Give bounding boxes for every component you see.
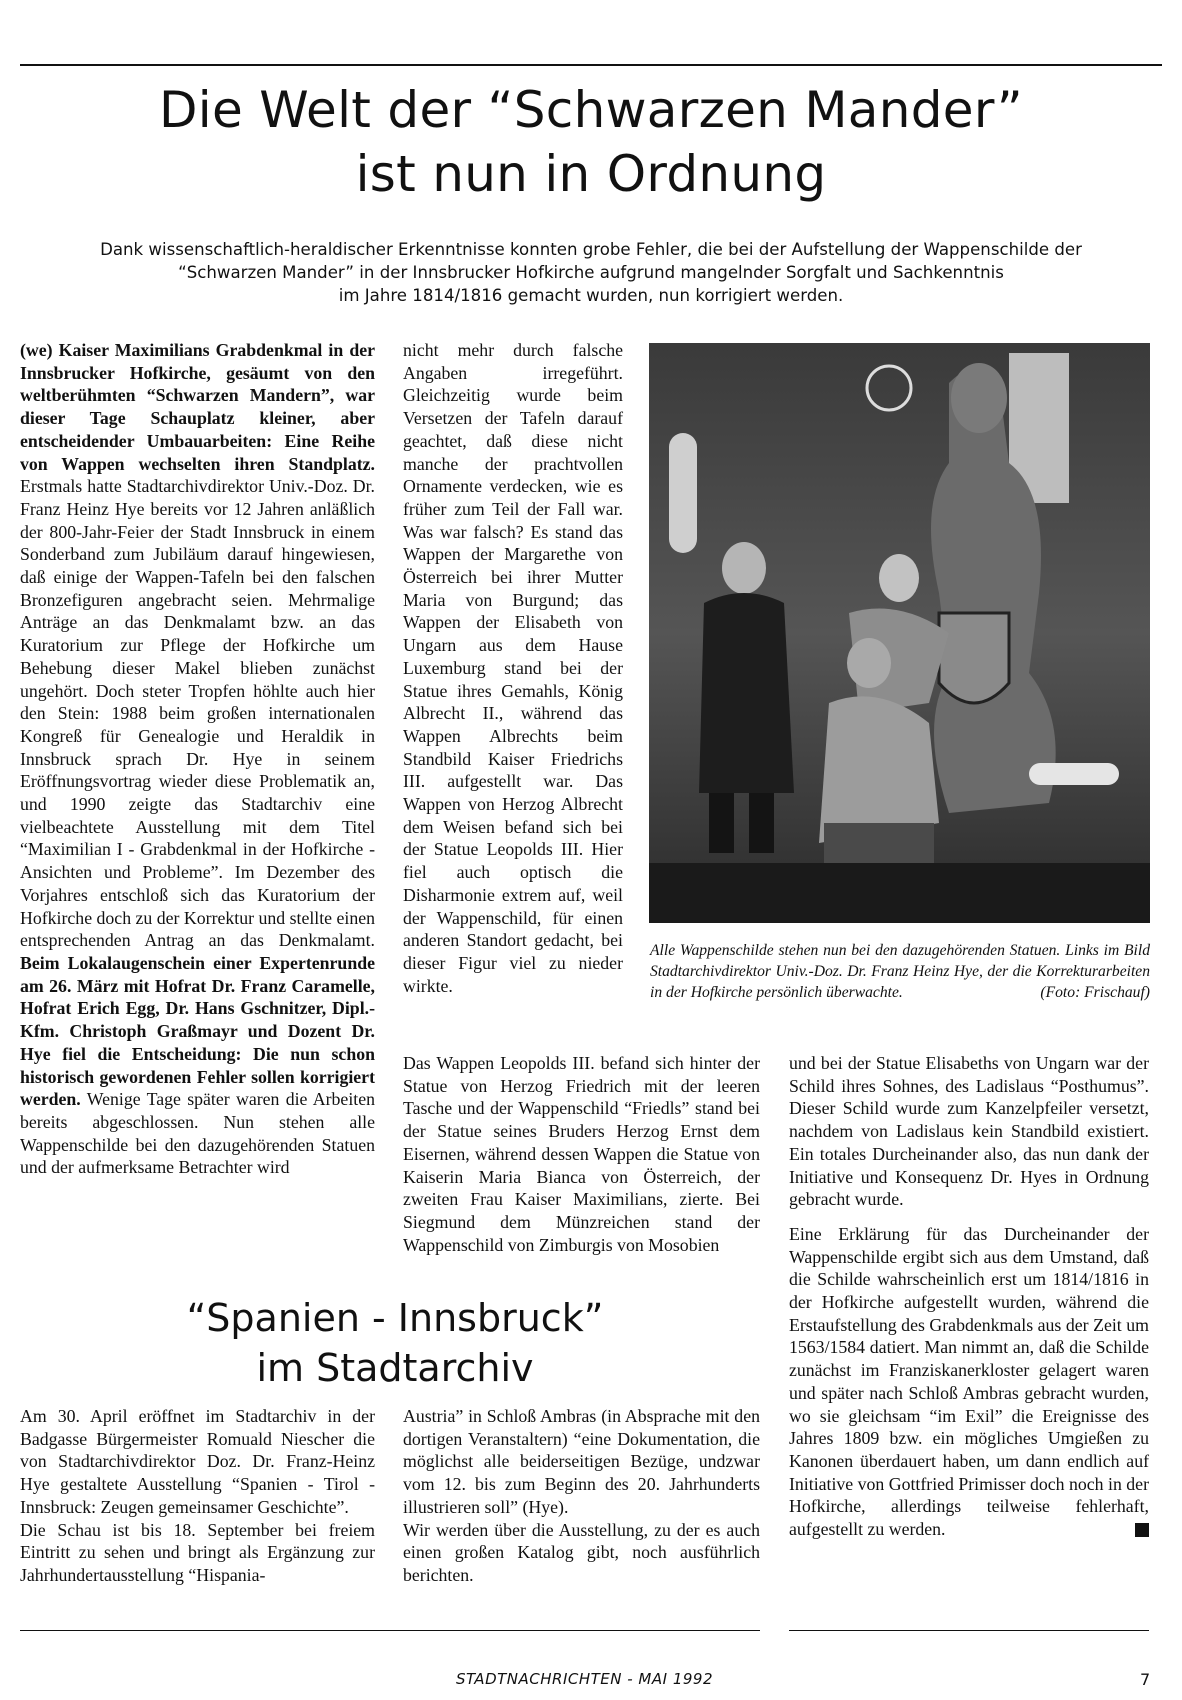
deck-line-2: “Schwarzen Mander” in der Innsbrucker Hofkirche aufgrund mangelnder Sorgfalt und Sachkenntnis (178, 263, 1004, 282)
article-body-3a: und bei der Statue Elisabeths von Ungarn war der Schild ihres Sohnes, des Ladislaus “Posthumus”. Dieser Schild wurde zum Kanzelpfeiler versetzt, nachdem von Ladislaus kein Standbild existiert. Ein totales Durcheinander also, das nun dank der Initiative und Konsequenz Dr. Hyes in Ordnung gebracht wurde. (789, 1053, 1149, 1210)
deck-line-1: Dank wissenschaftlich-heraldischer Erkenntnisse konnten grobe Fehler, die bei der Aufstellung der Wappenschilde der (100, 240, 1082, 259)
photo-illustration (649, 343, 1150, 923)
sidebar-headline-line-2: im Stadtarchiv (256, 1346, 534, 1390)
sidebar-body-2b: Wir werden über die Ausstellung, zu der es auch einen großen Katalog gibt, noch ausführlich berichten. (403, 1519, 760, 1585)
photo-caption (650, 940, 1150, 1003)
article-body-1: Erstmals hatte Stadtarchivdirektor Univ.-Doz. Dr. Franz Heinz Hye bereits vor 12 Jahren anläßlich der 800-Jahr-Feier der Stadt Innsbruck in einem Sonderband zum Jubiläum darauf hingewiesen, daß einige der Wappen-Tafeln bei den falschen Bronzefiguren angebracht seien. Mehrmalige Anträge an das Denkmalamt bzw. an das Kuratorium zur Pflege der Hofkirche um Behebung dieser Makel blieben zunächst ungehört. Doch steter Tropfen höhlte auch hier den Stein: 1988 beim großen internationalen Kongreß für Genealogie und Heraldik in Innsbruck sprach Dr. Hye in seinem Eröffnungsvortrag wieder diese Problematik an, und 1990 zeigte das Stadtarchiv eine vielbeachtete Ausstellung mit dem Titel “Maximilian I - Grabdenkmal in der Hofkirche - Ansichten und Probleme”. Im Dezember des Vorjahres entschloß sich das Kuratorium der Hofkirche doch zu der Korrektur und stellte einen entsprechenden Antrag an das Denkmalamt. (20, 476, 375, 951)
headline-line-1: Die Welt der “Schwarzen Mander” (159, 81, 1023, 139)
article-bold-passage: Beim Lokalaugenschein einer Expertenrunde am 26. März mit Hofrat Dr. Franz Caramelle, Hofrat Erich Egg, Dr. Hans Gschnitzer, Dipl.-Kfm. Christoph Graßmayr und Dozent Dr. Hye fiel die Entscheidung: Die nun schon historisch gewordenen Fehler sollen korrigiert werden. (20, 952, 375, 1110)
footer-publication: STADTNACHRICHTEN - MAI 1992 (456, 1670, 713, 1688)
article-column-2-continued (403, 1052, 760, 1256)
photo-credit: (Foto: Frischauf) (1040, 984, 1150, 1001)
article-column-2 (403, 339, 623, 997)
article-body-3b-text: Eine Erklärung für das Durcheinander der Wappenschilde ergibt sich aus dem Umstand, daß die Schilde wahrscheinlich erst um 1814/1816 in der Hofkirche aufgestellt wurden, während die Erstaufstellung des Grabdenkmals aus der Zeit um 1563/1584 datiert. Man nimmt an, daß die Schilde zunächst im Franziskanerkloster gelagert waren und später nach Schloß Ambras gebracht wurden, wo sie gleichsam “im Exil” die Ereignisse des Jahres 1809 bzw. ein mögliches Umgießen zu Kanonen überdauert haben, um dann endlich auf Initiative von Gottfried Primisser doch noch in der Hofkirche, allerdings teilweise fehlerhaft, aufgestellt zu werden. (789, 1223, 1149, 1540)
sidebar-headline (145, 1293, 645, 1393)
bottom-rule-right (789, 1630, 1149, 1631)
article-photo (649, 343, 1150, 923)
page-footer (0, 1670, 1182, 1692)
sidebar-column-2 (403, 1405, 760, 1587)
article-column-1 (20, 339, 375, 1179)
article-headline (20, 78, 1162, 206)
top-rule (20, 64, 1162, 66)
sidebar-body-2: Austria” in Schloß Ambras (in Absprache mit den dortigen Veranstaltern) “eine Dokumentation, die möglichst alle beiderseitigen Bezüge, undzwar vom 12. bis zum Beginn des 20. Jahrhunderts illustrieren soll” (Hye). (403, 1406, 760, 1517)
sidebar-headline-line-1: “Spanien - Innsbruck” (186, 1296, 604, 1340)
page-number: 7 (1140, 1670, 1151, 1689)
caption-text: Alle Wappenschilde stehen nun bei den dazugehörenden Statuen. Links im Bild Stadtarchivdirektor Univ.-Doz. Dr. Franz Heinz Hye, der die Korrekturarbeiten in der Hofkirche persönlich überwachte. (650, 942, 1150, 1001)
bottom-rule-left (20, 1630, 760, 1631)
article-body-1-end: Wenige Tage später waren die Arbeiten bereits abgeschlossen. Nun stehen alle Wappenschilde bei den dazugehörenden Statuen und der aufmerksame Betrachter wird (20, 1089, 375, 1178)
end-of-article-mark (1135, 1523, 1149, 1537)
sidebar-column-1 (20, 1405, 375, 1587)
article-deck (70, 238, 1112, 307)
deck-line-3: im Jahre 1814/1816 gemacht wurden, nun korrigiert werden. (338, 286, 844, 305)
article-body-3b (789, 1223, 1149, 1541)
sidebar-body-1: Am 30. April eröffnet im Stadtarchiv in der Badgasse Bürgermeister Romuald Niescher die von Stadtarchivdirektor Doz. Dr. Franz-Heinz Hye gestaltete Ausstellung “Spanien - Tirol - Innsbruck: Zeugen gemeinsamer Geschichte”. (20, 1406, 375, 1517)
article-column-3 (789, 1052, 1149, 1541)
article-lead: (we) Kaiser Maximilians Grabdenkmal in der Innsbrucker Hofkirche, gesäumt von den weltberühmten “Schwarzen Mandern”, war dieser Tage Schauplatz kleiner, aber entscheidender Umbauarbeiten: Eine Reihe von Wappen wechselten ihren Standplatz. (20, 340, 375, 474)
article-body-2b: Das Wappen Leopolds III. befand sich hinter der Statue von Herzog Friedrich mit der leeren Tasche und der Wappenschild “Friedls” stand bei der Statue seines Bruders Herzog Ernst dem Eisernen, während dessen Wappen die Statue von Kaiserin Maria Bianca von Österreich, der zweiten Frau Kaiser Maximilians, zierte. Bei Siegmund dem Münzreichen stand der Wappenschild von Zimburgis von Mosobien (403, 1053, 760, 1255)
sidebar-body-1b: Die Schau ist bis 18. September bei freiem Eintritt zu sehen und bringt als Ergänzung zur Jahrhundertausstellung “Hispania- (20, 1519, 375, 1585)
headline-line-2: ist nun in Ordnung (355, 145, 827, 203)
article-body-2: nicht mehr durch falsche Angaben irregeführt. Gleichzeitig wurde beim Versetzen der Tafeln darauf geachtet, daß diese nicht manche der prachtvollen Ornamente verdecken, wie es früher zum Teil der Fall war. Was war falsch? Es stand das Wappen der Margarethe von Österreich bei ihrer Mutter Maria von Burgund; das Wappen der Elisabeth von Ungarn aus dem Hause Luxemburg stand bei der Statue ihres Gemahls, König Albrecht II., während das Wappen Albrechts beim Standbild Kaiser Friedrichs III. aufgestellt war. Das Wappen von Herzog Albrecht dem Weisen befand sich bei der Statue Leopolds III. Hier fiel auch optisch die Disharmonie extrem auf, weil der Wappenschild, für einen anderen Standort gedacht, bei dieser Figur viel zu nieder wirkte. (403, 340, 623, 996)
